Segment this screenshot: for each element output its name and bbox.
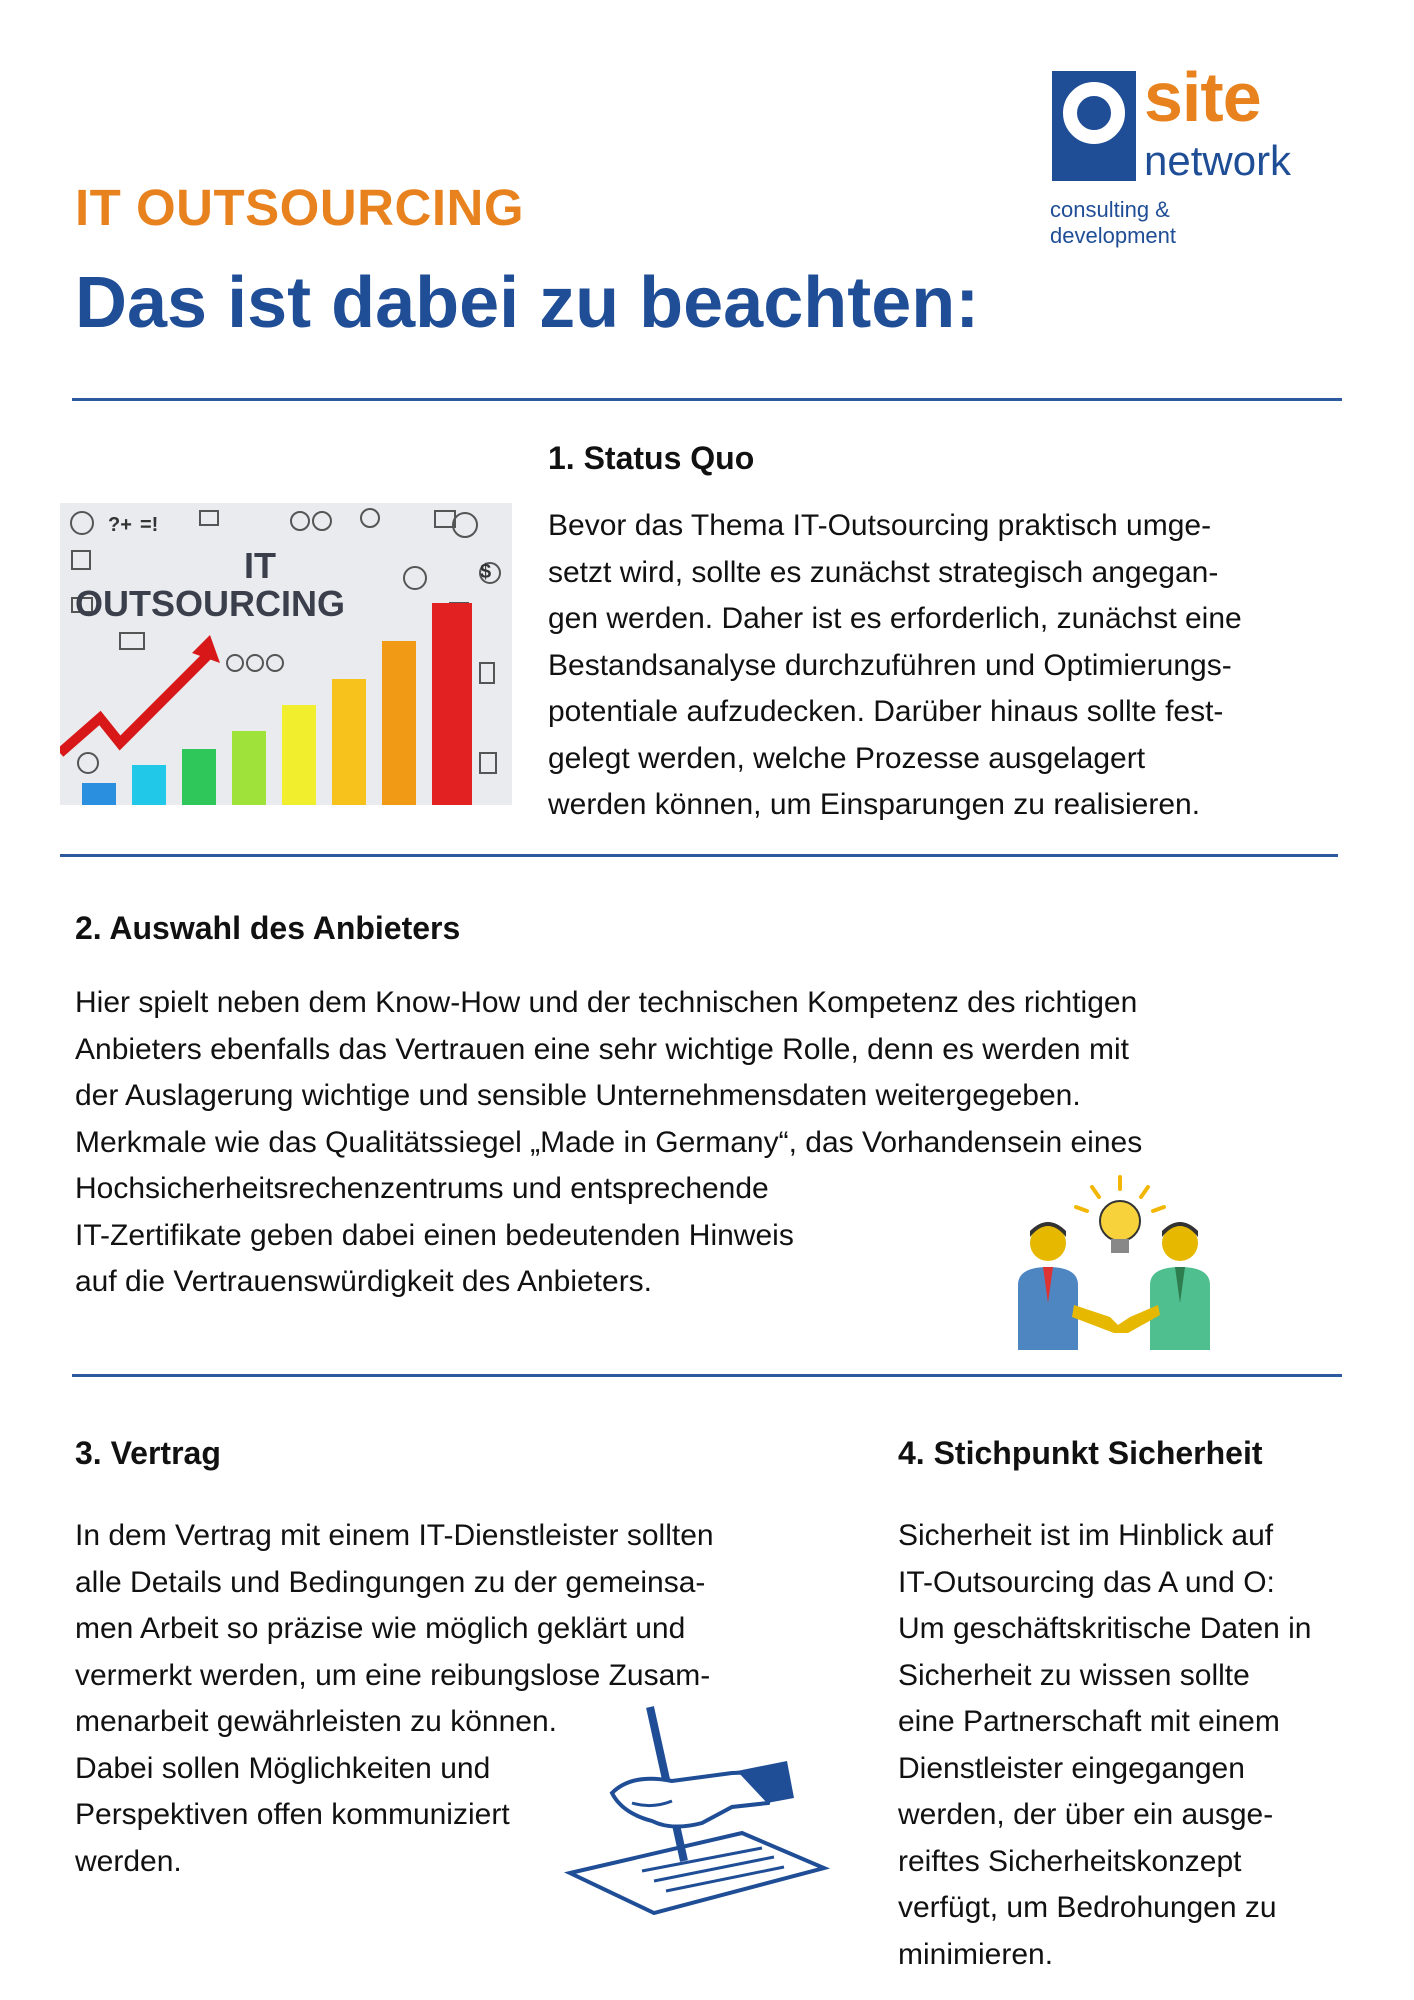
handshake-lightbulb-icon (1010, 1175, 1230, 1350)
logo-brand-main: site (1144, 58, 1261, 136)
divider-2 (72, 1374, 1342, 1377)
logo-brand-sub: network (1144, 137, 1292, 184)
logo-tagline: consulting & development (1050, 197, 1176, 248)
divider-top (72, 398, 1342, 401)
divider-1 (60, 854, 1338, 857)
section-2-heading: 2. Auswahl des Anbieters (75, 910, 461, 946)
section-1-body: Bevor das Thema IT-Outsourcing praktisch umge- setzt wird, sollte es zunächst strategisch angegan- gen werden. Daher ist es erforderlich, zunächst eine Bestandsanalyse durchzuführen und Optimierungs- potentiale aufzudecken. Darüber hinaus sollte fest- gelegt werden, welche Prozesse ausgelagert werden können, um Einsparungen zu realisieren. (548, 509, 1242, 821)
svg-text:?+: ?+ (108, 514, 132, 536)
section-3-body: In dem Vertrag mit einem IT-Dienstleister sollten alle Details und Bedingungen zu der gemeinsa- men Arbeit so präzise wie möglich geklärt und vermerkt werden, um eine reibungslose Zusam- menarbeit gewährleisten zu können. Dabei sollen Möglichkeiten und Perspektiven offen kommuniziert werden. (75, 1519, 714, 1878)
logo-mark (1052, 71, 1136, 181)
section-4-body: Sicherheit ist im Hinblick auf IT-Outsourcing das A und O: Um geschäftskritische Daten in Sicherheit zu wissen sollte eine Partnerschaft mit einem Dienstleister eingegangen werden, der über ein ausge- reiftes Sicherheitskonzept verfügt, um Bedrohungen zu minimieren. (898, 1519, 1312, 1971)
svg-text:$: $ (480, 561, 492, 583)
section-4-heading: 4. Stichpunkt Sicherheit (898, 1435, 1263, 1471)
handshake-illustration (1010, 1175, 1230, 1350)
page-kicker: IT OUTSOURCING (75, 179, 524, 236)
section-1-heading: 1. Status Quo (548, 440, 755, 476)
signing-contract-icon (562, 1703, 834, 1915)
it-outsourcing-image (60, 503, 512, 805)
page-title: Das ist dabei zu beachten: (75, 263, 980, 343)
outsourcing-chart-image (60, 503, 512, 805)
section-2-body: Hier spielt neben dem Know-How und der technischen Kompetenz des richtigen Anbieters ebenfalls das Vertrauen eine sehr wichtige Rolle, denn es werden mit der Auslagerung wichtige und sensible Unternehmensdaten weitergegeben. Merkmale wie das Qualitätssiegel „Made in Germany“, das Vorhandensein eines Hochsicherheitsrechenzentrums und entsprechende IT-Zertifikate geben dabei einen bedeutenden Hinweis auf die Vertrauenswürdigkeit des Anbieters. (75, 986, 1143, 1298)
logo-ring-icon (1052, 71, 1136, 181)
svg-text:IT: IT (244, 545, 276, 586)
svg-text:=!: =! (140, 514, 159, 536)
svg-text:OUTSOURCING: OUTSOURCING (75, 583, 345, 624)
section-3-heading: 3. Vertrag (75, 1435, 221, 1471)
contract-illustration (562, 1703, 834, 1915)
